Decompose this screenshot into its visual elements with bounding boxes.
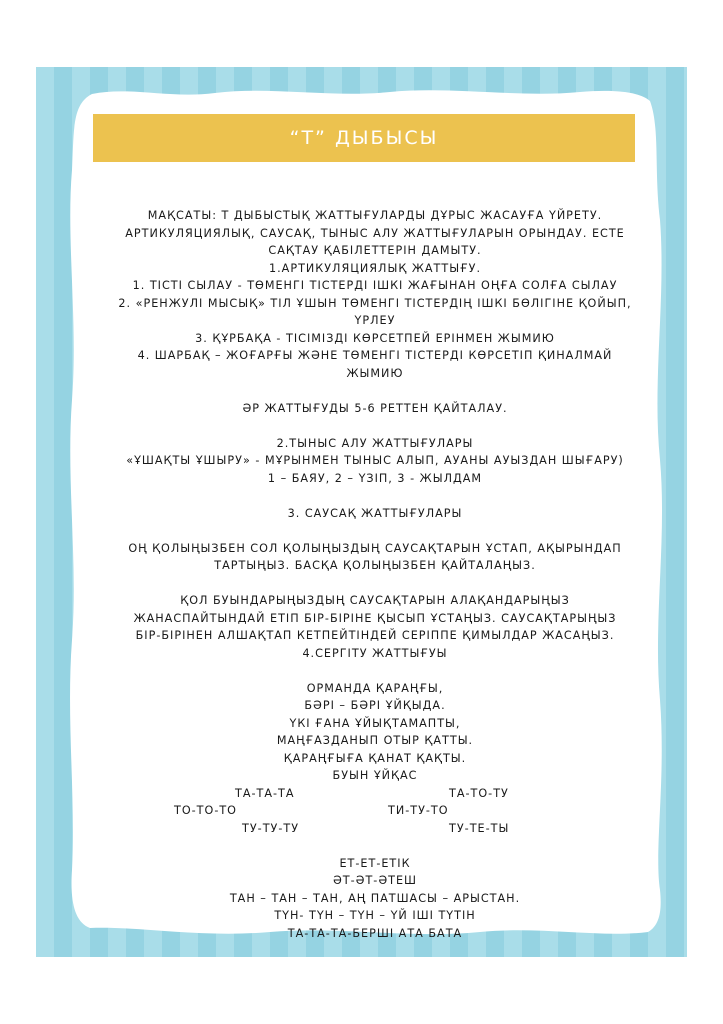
exercise-line: 4. ШАРБАҚ – ЖОҒАРҒЫ ЖӘНЕ ТӨМЕНГІ ТІСТЕРДІ КӨРСЕТІП ҚИНАЛМАЙ bbox=[137, 349, 613, 362]
goal-line: АРТИКУЛЯЦИЯЛЫҚ, САУСАҚ, ТЫНЫС АЛУ ЖАТТЫҒУЛАРЫН ОРЫНДАУ. ЕСТЕ bbox=[125, 226, 625, 240]
exercise-line: 1. ТІСТІ СЫЛАУ - ТӨМЕНГІ ТІСТЕРДІ ІШКІ ЖАҒЫНАН ОҢҒА СОЛҒА СЫЛАУ bbox=[132, 279, 618, 292]
chant-line: ТА-ТА-ТА-БЕРШІ АТА БАТА bbox=[287, 926, 463, 940]
goal-line: МАҚСАТЫ: Т ДЫБЫСТЫҚ ЖАТТЫҒУЛАРДЫ ДҰРЫС ЖАСАУҒА ҮЙРЕТУ. bbox=[147, 209, 603, 222]
section-1-title: 1.АРТИКУЛЯЦИЯЛЫҚ ЖАТТЫҒУ. bbox=[269, 261, 481, 275]
finger-exercise-line: БІР-БІРІНЕН АЛШАҚТАП КЕТПЕЙТІНДЕЙ СЕРІППЕ ҚИМЫЛДАР ЖАСАҢЫЗ. bbox=[135, 629, 615, 642]
goal-line: САҚТАУ ҚАБІЛЕТТЕРІН ДАМЫТУ. bbox=[268, 244, 482, 257]
poem-line: ҮКІ ҒАНА ҰЙЫҚТАМАПТЫ, bbox=[289, 716, 461, 730]
syllable-item: ТА-ТО-ТУ bbox=[449, 786, 509, 800]
section-4-title: 4.СЕРГІТУ ЖАТТЫҒУЫ bbox=[302, 646, 448, 660]
exercise-line: 2. «РЕНЖУЛІ МЫСЫҚ» ТІЛ ҰШЫН ТӨМЕНГІ ТІСТЕРДІҢ ІШКІ БӨЛІГІНЕ ҚОЙЫП, bbox=[118, 296, 632, 310]
poem-line: ҚАРАҢҒЫҒА ҚАНАТ ҚАҚТЫ. bbox=[283, 751, 467, 765]
section-2-title: 2.ТЫНЫС АЛУ ЖАТТЫҒУЛАРЫ bbox=[276, 436, 474, 450]
syllable-row bbox=[95, 802, 655, 820]
chant-line: ТҮН- ТҮН – ТҮН – ҮЙ ІШІ ТҮТІН bbox=[274, 909, 476, 922]
worksheet-content bbox=[95, 207, 655, 942]
finger-exercise-line: ҚОЛ БУЫНДАРЫҢЫЗДЫҢ САУСАҚТАРЫН АЛАҚАНДАРЫҢЫЗ bbox=[180, 594, 570, 607]
chant-line: ЕТ-ЕТ-ЕТІК bbox=[339, 856, 411, 870]
repeat-instruction: ӘР ЖАТТЫҒУДЫ 5-6 РЕТТЕН ҚАЙТАЛАУ. bbox=[242, 401, 508, 415]
title-bar bbox=[93, 114, 635, 162]
syllable-item: ТИ-ТУ-ТО bbox=[388, 804, 449, 817]
page-title: “Т” ДЫБЫСЫ bbox=[289, 127, 439, 149]
chant-line: ТАН – ТАН – ТАН, АҢ ПАТШАСЫ – АРЫСТАН. bbox=[229, 891, 521, 905]
finger-exercise-line: ОҢ ҚОЛЫҢЫЗБЕН СОЛ ҚОЛЫҢЫЗДЫҢ САУСАҚТАРЫН ҰСТАП, АҚЫРЫНДАП bbox=[128, 541, 622, 555]
poem-line: БӘРІ – БӘРІ ҰЙҚЫДА. bbox=[304, 699, 446, 712]
section-3-title: 3. САУСАҚ ЖАТТЫҒУЛАРЫ bbox=[287, 506, 463, 520]
exercise-line: ҮРЛЕУ bbox=[354, 314, 396, 327]
syllable-item: ТУ-ТЕ-ТЫ bbox=[449, 821, 510, 835]
chant-line: ӘТ-ӘТ-ӘТЕШ bbox=[332, 874, 418, 887]
exercise-line: ЖЫМИЮ bbox=[346, 366, 404, 380]
syllable-row bbox=[95, 785, 655, 803]
finger-exercise-line: ЖАНАСПАЙТЫНДАЙ ЕТІП БІР-БІРІНЕ ҚЫСЫП ҰСТАҢЫЗ. САУСАҚТАРЫҢЫЗ bbox=[133, 611, 617, 625]
breathing-tempo: 1 – БАЯУ, 2 – ҮЗІП, 3 - ЖЫЛДАМ bbox=[267, 471, 483, 485]
finger-exercise-line: ТАРТЫҢЫЗ. БАСҚА ҚОЛЫҢЫЗБЕН ҚАЙТАЛАҢЫЗ. bbox=[214, 559, 536, 572]
breathing-exercise: «ҰШАҚТЫ ҰШЫРУ» - МҰРЫНМЕН ТЫНЫС АЛЫП, АУАНЫ АУЫЗДАН ШЫҒАРУ) bbox=[126, 454, 624, 467]
syllable-item: ТА-ТА-ТА bbox=[235, 786, 295, 800]
poem-line: МАҢҒАЗДАНЫП ОТЫР ҚАТТЫ. bbox=[276, 734, 474, 747]
exercise-line: 3. ҚҰРБАҚА - ТІСІМІЗДІ КӨРСЕТПЕЙ ЕРІНМЕН ЖЫМИЮ bbox=[195, 331, 555, 345]
syllable-row bbox=[95, 820, 655, 838]
poem-line: ОРМАНДА ҚАРАҢҒЫ, bbox=[306, 681, 444, 695]
syllable-item: ТУ-ТУ-ТУ bbox=[242, 821, 300, 835]
syllable-item: ТО-ТО-ТО bbox=[174, 804, 237, 817]
syllable-title: БУЫН ҰЙҚАС bbox=[332, 769, 418, 782]
